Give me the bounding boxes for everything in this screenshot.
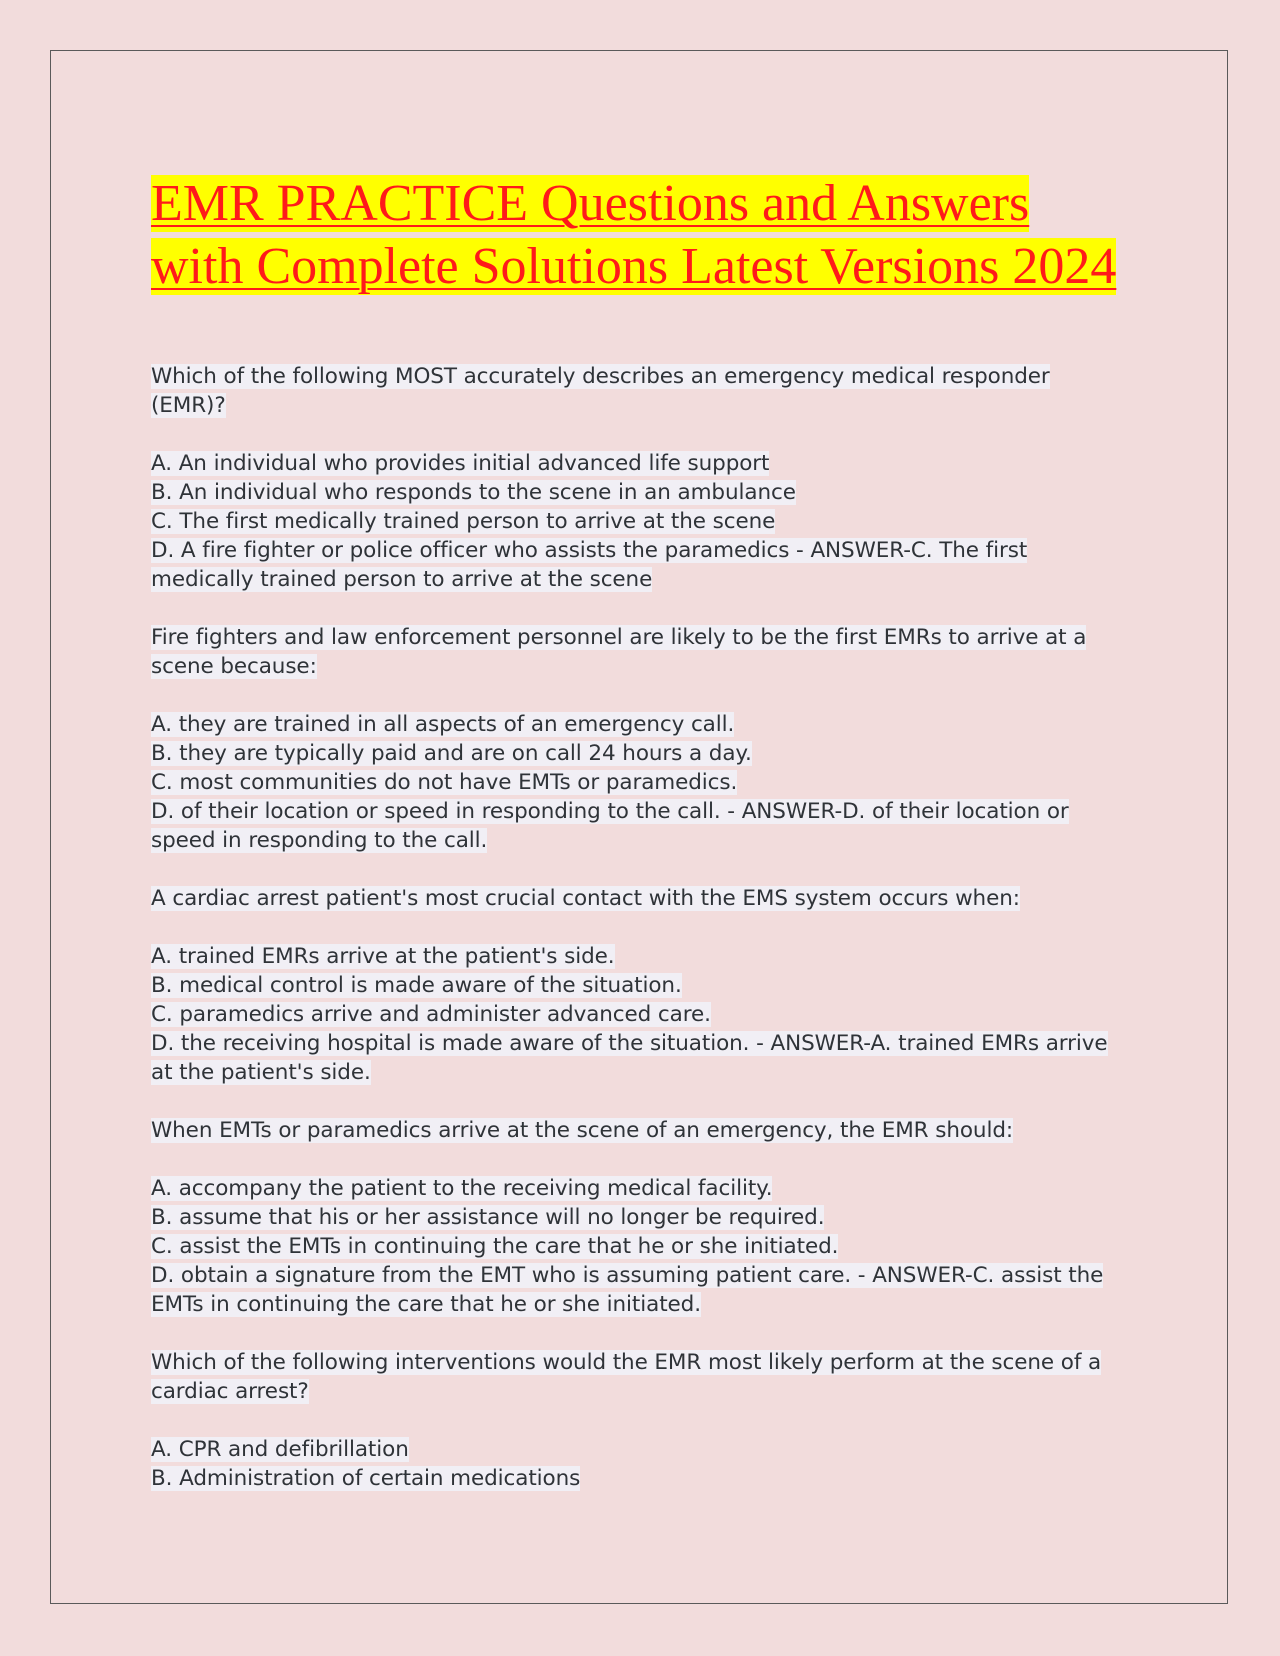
answer-option: A. trained EMRs arrive at the patient's side. <box>151 944 615 969</box>
answer-option: C. assist the EMTs in continuing the care that he or she initiated. <box>151 1234 839 1259</box>
answer-option: C. paramedics arrive and administer advanced care. <box>151 1002 711 1027</box>
document-content <box>151 172 1131 1522</box>
question-text: Fire fighters and law enforcement personnel are likely to be the first EMRs to arrive at a scene because: <box>151 625 1087 679</box>
answer-option: B. they are typically paid and are on call 24 hours a day. <box>151 741 752 766</box>
qa-item <box>151 1116 1131 1319</box>
answer-option: D. A fire fighter or police officer who assists the paramedics - ANSWER-C. The first medically trained person to arrive at the scene <box>151 538 1028 592</box>
answer-option: A. CPR and defibrillation <box>151 1437 409 1462</box>
document-title: EMR PRACTICE Questions and Answers with Complete Solutions Latest Versions 2024 <box>151 175 1117 295</box>
answer-option: B. An individual who responds to the scene in an ambulance <box>151 480 796 505</box>
qa-item <box>151 1348 1131 1493</box>
answer-option: A. they are trained in all aspects of an emergency call. <box>151 712 735 737</box>
answer-option: B. medical control is made aware of the situation. <box>151 973 682 998</box>
answer-option: D. obtain a signature from the EMT who is assuming patient care. - ANSWER-C. assist the EMTs in continuing the care that he or she initiated. <box>151 1263 1104 1317</box>
answer-option: C. most communities do not have EMTs or paramedics. <box>151 770 738 795</box>
answer-option: D. of their location or speed in responding to the call. - ANSWER-D. of their location or speed in responding to the call. <box>151 799 1069 853</box>
question-text: Which of the following interventions would the EMR most likely perform at the scene of a cardiac arrest? <box>151 1350 1102 1404</box>
answer-option: D. the receiving hospital is made aware of the situation. - ANSWER-A. trained EMRs arrive at the patient's side. <box>151 1031 1108 1085</box>
answer-option: C. The first medically trained person to arrive at the scene <box>151 509 776 534</box>
answer-option: B. assume that his or her assistance will no longer be required. <box>151 1205 825 1230</box>
qa-item <box>151 623 1131 855</box>
qa-item <box>151 884 1131 1087</box>
answer-option: A. An individual who provides initial advanced life support <box>151 451 770 476</box>
answer-option: B. Administration of certain medications <box>151 1466 581 1491</box>
question-text: When EMTs or paramedics arrive at the scene of an emergency, the EMR should: <box>151 1118 1014 1143</box>
qa-list <box>151 362 1131 1493</box>
question-text: A cardiac arrest patient's most crucial contact with the EMS system occurs when: <box>151 886 1020 911</box>
qa-item <box>151 362 1131 594</box>
answer-option: A. accompany the patient to the receiving medical facility. <box>151 1176 773 1201</box>
question-text: Which of the following MOST accurately describes an emergency medical responder (EMR)? <box>151 364 1050 418</box>
